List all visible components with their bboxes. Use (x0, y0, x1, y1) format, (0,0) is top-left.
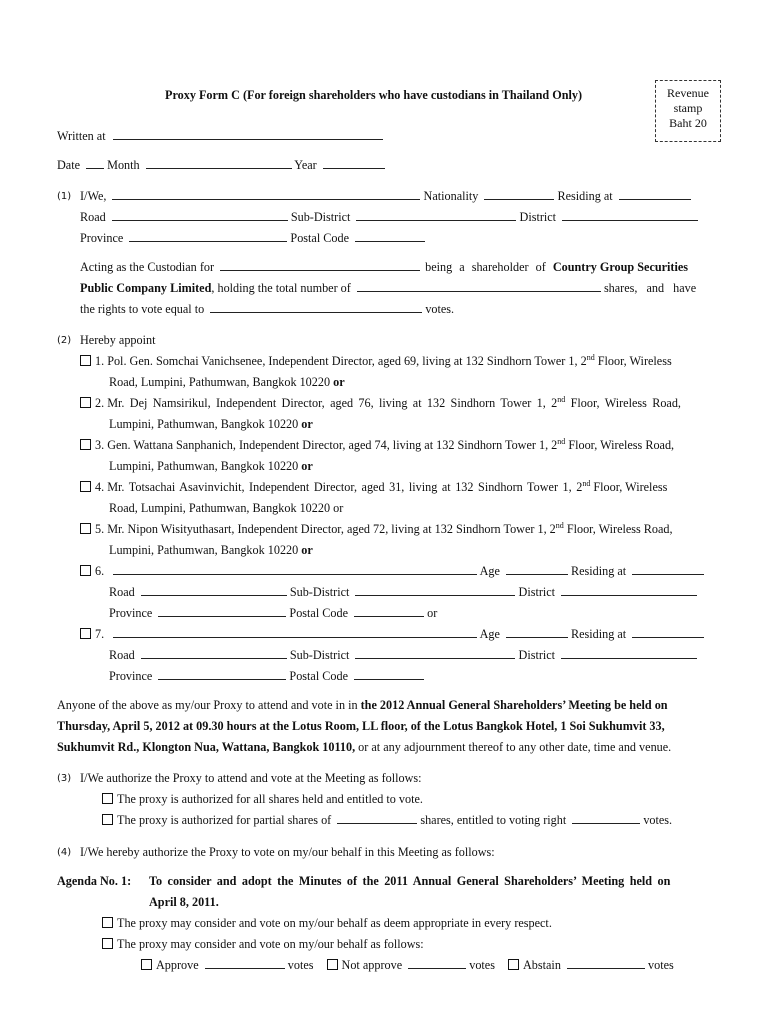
month-field[interactable] (146, 158, 292, 169)
appointee-7-postal-label: Postal Code (289, 669, 348, 683)
residing-field[interactable] (619, 189, 691, 200)
partial-shares-checkbox[interactable] (102, 814, 113, 825)
agenda-1-option-1 (102, 916, 552, 930)
voting-right-field[interactable] (572, 813, 640, 824)
holding-row (80, 281, 696, 295)
agenda-1-specified-checkbox[interactable] (102, 938, 113, 949)
appointee-6-age-label: Age (479, 564, 500, 578)
month-label: Month (107, 158, 140, 172)
appointee-6-postal-field[interactable] (354, 606, 424, 617)
appointee-6-sub-district-label: Sub-District (289, 585, 350, 599)
section-3-option-2 (102, 813, 672, 827)
section-4-number: (4) (57, 847, 72, 858)
name-field[interactable] (112, 189, 420, 200)
voting-right-votes-label: votes. (643, 813, 673, 827)
acting-label: Acting as the Custodian for (80, 260, 215, 274)
appointee-2-line-1 (80, 396, 681, 410)
partial-shares-label: The proxy is authorized for partial shares of (117, 813, 332, 827)
date-label: Date (57, 158, 81, 172)
appointee-7-age-field[interactable] (506, 627, 568, 638)
appointee-6-number: 6. (95, 564, 105, 578)
partial-shares-field[interactable] (337, 813, 417, 824)
approve-label: Approve (156, 958, 199, 972)
appointee-3-line-1 (80, 438, 674, 452)
appointee-7-checkbox[interactable] (80, 628, 91, 639)
written-at-field[interactable] (113, 129, 383, 140)
section-2-number: (2) (57, 335, 72, 346)
appointee-6-road-label: Road (109, 585, 135, 599)
votes-field[interactable] (210, 302, 422, 313)
abstain-checkbox[interactable] (508, 959, 519, 970)
holding-label: , holding the total number of (211, 281, 351, 295)
revenue-stamp-box (655, 80, 721, 142)
section-1-row-1 (80, 189, 691, 203)
appointee-6-name-field[interactable] (113, 564, 477, 575)
appointee-6-district-field[interactable] (561, 585, 697, 596)
written-at-label: Written at (57, 129, 106, 143)
nationality-field[interactable] (484, 189, 554, 200)
being-shareholder-label: being a shareholder of (425, 260, 546, 274)
stamp-line-2: stamp (673, 101, 703, 115)
appointee-1-text: Pol. Gen. Somchai Vanichsenee, Independent Director, aged 69, living at 132 Sindhorn Tower 1, 2 (107, 354, 587, 368)
province-field[interactable] (129, 231, 287, 242)
meeting-title: the 2012 Annual General Shareholders’ Meeting be held on (360, 698, 668, 712)
appointee-6-line-3 (109, 606, 437, 620)
company-name-part-1: Country Group Securities (552, 260, 689, 274)
all-shares-checkbox[interactable] (102, 793, 113, 804)
nationality-label: Nationality (423, 189, 479, 203)
acting-row (80, 260, 688, 274)
postal-code-field[interactable] (355, 231, 425, 242)
meeting-adjournment: or at any adjournment thereof to any other date, time and venue. (355, 740, 672, 754)
appointee-2-checkbox[interactable] (80, 397, 91, 408)
appointee-1-text-end: Floor, Wireless (594, 354, 672, 368)
appointee-4-checkbox[interactable] (80, 481, 91, 492)
sub-district-field[interactable] (356, 210, 516, 221)
custodian-for-field[interactable] (220, 260, 420, 271)
appointee-7-road-field[interactable] (141, 648, 287, 659)
shares-and-have-label: shares, and have (603, 281, 697, 295)
road-label: Road (80, 210, 106, 224)
appointee-3-text: Gen. Wattana Sanphanich, Independent Director, aged 74, living at 132 Sindhorn Tower 1, 2 (107, 438, 558, 452)
year-label: Year (294, 158, 317, 172)
appointee-6-sub-district-field[interactable] (355, 585, 515, 596)
appointee-7-sub-district-field[interactable] (355, 648, 515, 659)
section-3-option-1 (102, 792, 423, 806)
date-field[interactable] (86, 158, 104, 169)
appointee-5-line-1 (80, 522, 673, 536)
appointee-6-line-1 (80, 564, 704, 578)
appointee-3-number: 3. (95, 438, 105, 452)
appointee-7-district-field[interactable] (561, 648, 697, 659)
appointee-3-line-2 (109, 459, 313, 473)
appointee-5-number: 5. (95, 522, 105, 536)
abstain-label: Abstain (523, 958, 561, 972)
form-title: Proxy Form C (For foreign shareholders who have custodians in Thailand Only) (165, 88, 583, 102)
agenda-1-vote-row (141, 958, 674, 972)
appointee-1-line-1 (80, 354, 715, 368)
appointee-3-sup: nd (557, 436, 566, 446)
appointee-4-sup: nd (582, 478, 591, 488)
appointee-5-checkbox[interactable] (80, 523, 91, 534)
appointee-1-or: or (333, 375, 345, 389)
agenda-1-discretion-label: The proxy may consider and vote on my/our behalf as deem appropriate in every respect. (117, 916, 552, 930)
not-approve-votes-field[interactable] (408, 958, 466, 969)
appointee-1-number: 1. (95, 354, 105, 368)
appointee-4-line-1 (80, 480, 667, 494)
road-field[interactable] (112, 210, 288, 221)
total-shares-field[interactable] (357, 281, 601, 292)
sub-district-label: Sub-District (290, 210, 351, 224)
province-label: Province (80, 231, 124, 245)
appointee-6-residing-label: Residing at (570, 564, 627, 578)
appointee-7-line-2 (109, 648, 697, 662)
appointee-5-address: Lumpini, Pathumwan, Bangkok 10220 (109, 543, 299, 557)
appointee-5-or: or (301, 543, 313, 557)
date-row (57, 158, 385, 172)
hereby-appoint-label: Hereby appoint (80, 333, 156, 347)
not-approve-label: Not approve (341, 958, 403, 972)
approve-votes-field[interactable] (205, 958, 285, 969)
appointee-5-line-2 (109, 543, 313, 557)
agenda-1-option-2 (102, 937, 424, 951)
voting-right-label: shares, entitled to voting right (420, 813, 567, 827)
meeting-line-3 (57, 740, 671, 754)
appointee-2-line-2 (109, 417, 313, 431)
postal-code-label: Postal Code (290, 231, 349, 245)
appointee-5-sup: nd (555, 520, 564, 530)
all-shares-label: The proxy is authorized for all shares held and entitled to vote. (117, 792, 423, 806)
approve-votes-label: votes (287, 958, 314, 972)
appointee-4-text-end: Floor, Wireless (590, 480, 668, 494)
appointee-7-residing-label: Residing at (570, 627, 627, 641)
section-4-heading: I/We hereby authorize the Proxy to vote on my/our behalf in this Meeting as follows: (80, 845, 495, 859)
agenda-1-date: April 8, 2011. (149, 895, 219, 909)
approve-checkbox[interactable] (141, 959, 152, 970)
agenda-1-title: To consider and adopt the Minutes of the 2011 Annual General Shareholders’ Meeting held on (149, 874, 671, 888)
appointee-6-checkbox[interactable] (80, 565, 91, 576)
appointee-7-road-label: Road (109, 648, 135, 662)
appointee-1-line-2 (109, 375, 345, 389)
section-1-row-2 (80, 210, 698, 224)
agenda-1-discretion-checkbox[interactable] (102, 917, 113, 928)
appointee-2-number: 2. (95, 396, 105, 410)
section-1-row-3 (80, 231, 425, 245)
appointee-6-province-label: Province (109, 606, 153, 620)
appointee-3-address: Lumpini, Pathumwan, Bangkok 10220 (109, 459, 299, 473)
appointee-2-text-end: Floor, Wireless Road, (565, 396, 681, 410)
residing-label: Residing at (557, 189, 613, 203)
stamp-line-1: Revenue (667, 86, 709, 100)
appointee-6-postal-label: Postal Code (289, 606, 348, 620)
agenda-1-label: Agenda No. 1: (57, 874, 132, 888)
appointee-2-sup: nd (557, 394, 566, 404)
appointee-1-checkbox[interactable] (80, 355, 91, 366)
appointee-7-district-label: District (518, 648, 556, 662)
meeting-datetime-venue: Thursday, April 5, 2012 at 09.30 hours at the Lotus Room, LL floor, of the Lotus Bangkok Hotel, 1 Soi Sukhumvit 33, (57, 719, 665, 733)
appointee-7-line-1 (80, 627, 704, 641)
district-field[interactable] (562, 210, 698, 221)
rights-label: the rights to vote equal to (80, 302, 205, 316)
iwe-label: I/We, (80, 189, 107, 203)
appointee-7-name-field[interactable] (113, 627, 477, 638)
appointee-7-province-label: Province (109, 669, 153, 683)
appointee-4-number: 4. (95, 480, 105, 494)
appointee-6-district-label: District (518, 585, 556, 599)
appointee-7-sub-district-label: Sub-District (289, 648, 350, 662)
appointee-1-address: Road, Lumpini, Pathumwan, Bangkok 10220 (109, 375, 331, 389)
stamp-line-3: Baht 20 (669, 116, 707, 130)
appointee-6-road-field[interactable] (141, 585, 287, 596)
appointee-7-age-label: Age (479, 627, 500, 641)
appointee-3-checkbox[interactable] (80, 439, 91, 450)
appointee-6-age-field[interactable] (506, 564, 568, 575)
appointee-2-or: or (301, 417, 313, 431)
not-approve-checkbox[interactable] (327, 959, 338, 970)
appointee-2-text: Mr. Dej Namsirikul, Independent Director, aged 76, living at 132 Sindhorn Tower 1, 2 (107, 396, 558, 410)
appointee-6-or: or (427, 606, 438, 620)
appointee-5-text-end: Floor, Wireless Road, (563, 522, 673, 536)
meeting-address: Sukhumvit Rd., Klongton Nua, Wattana, Bangkok 10110, (57, 740, 356, 754)
appointee-4-text: Mr. Totsachai Asavinvichit, Independent Director, aged 31, living at 132 Sindhorn Tower 1, 2 (107, 480, 583, 494)
company-name-part-2: Public Company Limited (80, 281, 212, 295)
appointee-4-address: Road, Lumpini, Pathumwan, Bangkok 10220 or (109, 501, 344, 515)
rights-row (80, 302, 454, 316)
appointee-7-province-field[interactable] (158, 669, 286, 680)
appointee-6-province-field[interactable] (158, 606, 286, 617)
agenda-1-specified-label: The proxy may consider and vote on my/our behalf as follows: (117, 937, 424, 951)
appointee-7-line-3 (109, 669, 424, 683)
appointee-7-residing-field[interactable] (632, 627, 704, 638)
district-label: District (519, 210, 557, 224)
appointee-1-sup: nd (586, 352, 595, 362)
appointee-7-postal-field[interactable] (354, 669, 424, 680)
section-3-heading: I/We authorize the Proxy to attend and vote at the Meeting as follows: (80, 771, 422, 785)
appointee-7-number: 7. (95, 627, 105, 641)
year-field[interactable] (323, 158, 385, 169)
appointee-6-residing-field[interactable] (632, 564, 704, 575)
section-3-number: (3) (57, 773, 72, 784)
meeting-intro: Anyone of the above as my/our Proxy to attend and vote in in (57, 698, 358, 712)
meeting-line-1 (57, 698, 668, 712)
appointee-2-address: Lumpini, Pathumwan, Bangkok 10220 (109, 417, 299, 431)
appointee-6-line-2 (109, 585, 697, 599)
votes-label: votes. (425, 302, 455, 316)
appointee-4-line-2 (109, 501, 343, 515)
abstain-votes-field[interactable] (567, 958, 645, 969)
appointee-3-text-end: Floor, Wireless Road, (565, 438, 675, 452)
appointee-5-text: Mr. Nipon Wisityuthasart, Independent Director, aged 72, living at 132 Sindhorn Tower 1, 2 (107, 522, 556, 536)
written-at-row (57, 129, 383, 143)
appointee-3-or: or (301, 459, 313, 473)
abstain-votes-label: votes (648, 958, 674, 972)
not-approve-votes-label: votes (469, 958, 495, 972)
section-1-number: (1) (57, 191, 72, 202)
